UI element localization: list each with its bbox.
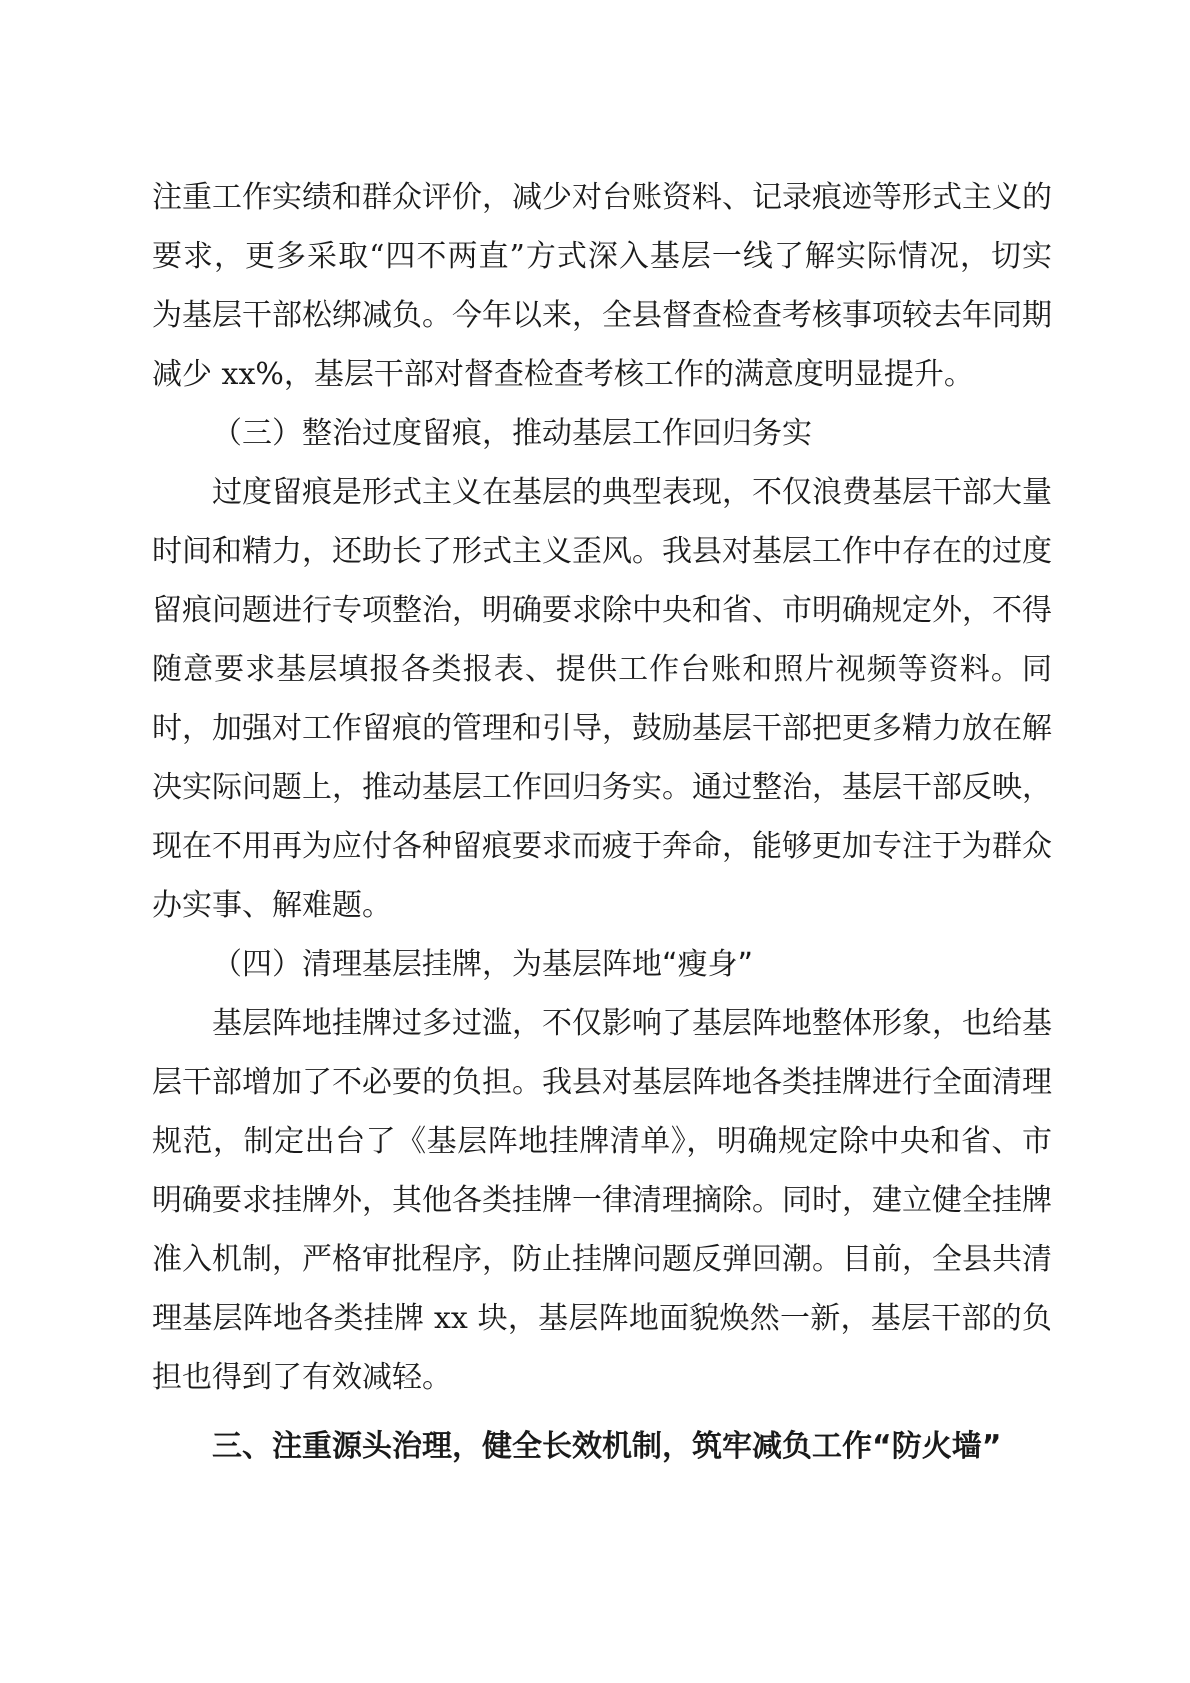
document-body <box>152 168 1052 1485</box>
subheading-three: （三）整治过度留痕，推动基层工作回归务实 <box>212 416 812 451</box>
section-heading-three: 三、注重源头治理，健全长效机制，筑牢减负工作“防火墙” <box>212 1429 1002 1464</box>
paragraph-plaques: 基层阵地挂牌过多过滥，不仅影响了基层阵地整体形象，也给基层干部增加了不必要的负担。我县对基层阵地各类挂牌进行全面清理规范，制定出台了《基层阵地挂牌清单》，明确规定除中央和省、市明确要求挂牌外，其他各类挂牌一律清理摘除。同时，建立健全挂牌准入机制，严格审批程序，防止挂牌问题反弹回潮。目前，全县共清理基层阵地各类挂牌 xx 块，基层阵地面貌焕然一新，基层干部的负担也得到了有效减轻。 <box>152 1006 1052 1395</box>
paragraph-continuation: 注重工作实绩和群众评价，减少对台账资料、记录痕迹等形式主义的要求，更多采取“四不两直”方式深入基层一线了解实际情况，切实为基层干部松绑减负。今年以来，全县督查检查考核事项较去年同期减少 xx%，基层干部对督查检查考核工作的满意度明显提升。 <box>152 180 1052 392</box>
subheading-four: （四）清理基层挂牌，为基层阵地“瘦身” <box>212 947 754 982</box>
paragraph-over-tracing: 过度留痕是形式主义在基层的典型表现，不仅浪费基层干部大量时间和精力，还助长了形式主义歪风。我县对基层工作中存在的过度留痕问题进行专项整治，明确要求除中央和省、市明确规定外，不得随意要求基层填报各类报表、提供工作台账和照片视频等资料。同时，加强对工作留痕的管理和引导，鼓励基层干部把更多精力放在解决实际问题上，推动基层工作回归务实。通过整治，基层干部反映，现在不用再为应付各种留痕要求而疲于奔命，能够更加专注于为群众办实事、解难题。 <box>152 475 1052 923</box>
